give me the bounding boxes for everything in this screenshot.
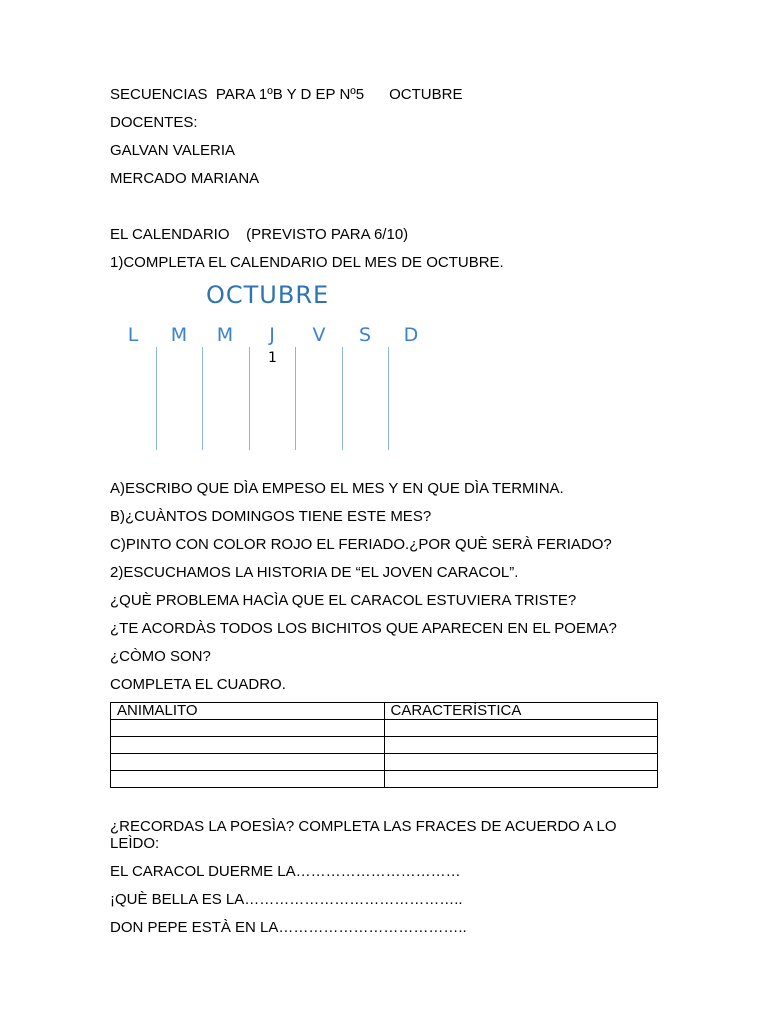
teacher-name-1: GALVAN VALERIA (110, 142, 236, 159)
table-cell[interactable] (111, 737, 385, 754)
table-row (111, 720, 658, 737)
docentes-label: DOCENTES: (110, 114, 198, 131)
question-problem: ¿QUÈ PROBLEMA HACÌA QUE EL CARACOL ESTUVIERA TRISTE? (110, 592, 577, 609)
calendar-column-divider (249, 347, 250, 450)
table-cell[interactable] (384, 771, 658, 788)
question-a: A)ESCRIBO QUE DÌA EMPESO EL MES Y EN QUE DÌA TERMINA. (110, 480, 564, 497)
table-cell[interactable] (384, 754, 658, 771)
calendar-day-header: D (403, 324, 419, 346)
teacher-name-2: MERCADO MARIANA (110, 170, 260, 187)
characteristics-table (110, 702, 658, 788)
table-cell[interactable] (384, 737, 658, 754)
poem-prompt-line-2: LEÌDO: (110, 835, 160, 852)
section-heading-calendar: EL CALENDARIO (PREVISTO PARA 6/10) (110, 226, 409, 243)
calendar-column-divider (202, 347, 203, 450)
calendar-day-header: J (269, 324, 275, 346)
calendar-column-divider (388, 347, 389, 450)
table-row (111, 737, 658, 754)
question-bugs: ¿TE ACORDÀS TODOS LOS BICHITOS QUE APARECEN EN EL POEMA? (110, 620, 617, 637)
calendar-day-number: 1 (268, 350, 277, 366)
calendar-day-header: L (127, 324, 139, 346)
table-header-animalito: ANIMALITO (111, 703, 385, 720)
calendar-day-header: S (358, 324, 372, 346)
calendar-instruction: 1)COMPLETA EL CALENDARIO DEL MES DE OCTUBRE. (110, 254, 504, 271)
table-cell[interactable] (111, 771, 385, 788)
calendar-column-divider (295, 347, 296, 450)
poem-sentence-1: EL CARACOL DUERME LA…………………………… (110, 863, 461, 880)
calendar-day-header: V (312, 324, 326, 346)
section-heading-story: 2)ESCUCHAMOS LA HISTORIA DE “EL JOVEN CARACOL”. (110, 564, 519, 581)
table-row (111, 754, 658, 771)
poem-sentence-3: DON PEPE ESTÀ EN LA……………………………….. (110, 919, 467, 936)
calendar-day-header: M (170, 324, 188, 346)
calendar-month-title: OCTUBRE (206, 281, 330, 309)
question-c: C)PINTO CON COLOR ROJO EL FERIADO.¿POR QUÈ SERÀ FERIADO? (110, 536, 612, 553)
table-header-row (111, 703, 658, 720)
question-how: ¿CÒMO SON? (110, 648, 211, 665)
calendar-column-divider (342, 347, 343, 450)
document-title: SECUENCIAS PARA 1ºB Y D EP Nº5 OCTUBRE (110, 86, 463, 103)
table-cell[interactable] (111, 754, 385, 771)
calendar-day-header: M (216, 324, 234, 346)
table-row (111, 771, 658, 788)
table-instruction: COMPLETA EL CUADRO. (110, 676, 286, 693)
poem-sentence-2: ¡QUÈ BELLA ES LA…………………………………….. (110, 891, 463, 908)
question-b: B)¿CUÀNTOS DOMINGOS TIENE ESTE MES? (110, 508, 432, 525)
poem-prompt-line-1: ¿RECORDAS LA POESÌA? COMPLETA LAS FRACES DE ACUERDO A LO (110, 818, 617, 835)
table-cell[interactable] (111, 720, 385, 737)
table-cell[interactable] (384, 720, 658, 737)
table-header-caracteristica: CARACTERÌSTICA (384, 703, 658, 720)
calendar-column-divider (156, 347, 157, 450)
